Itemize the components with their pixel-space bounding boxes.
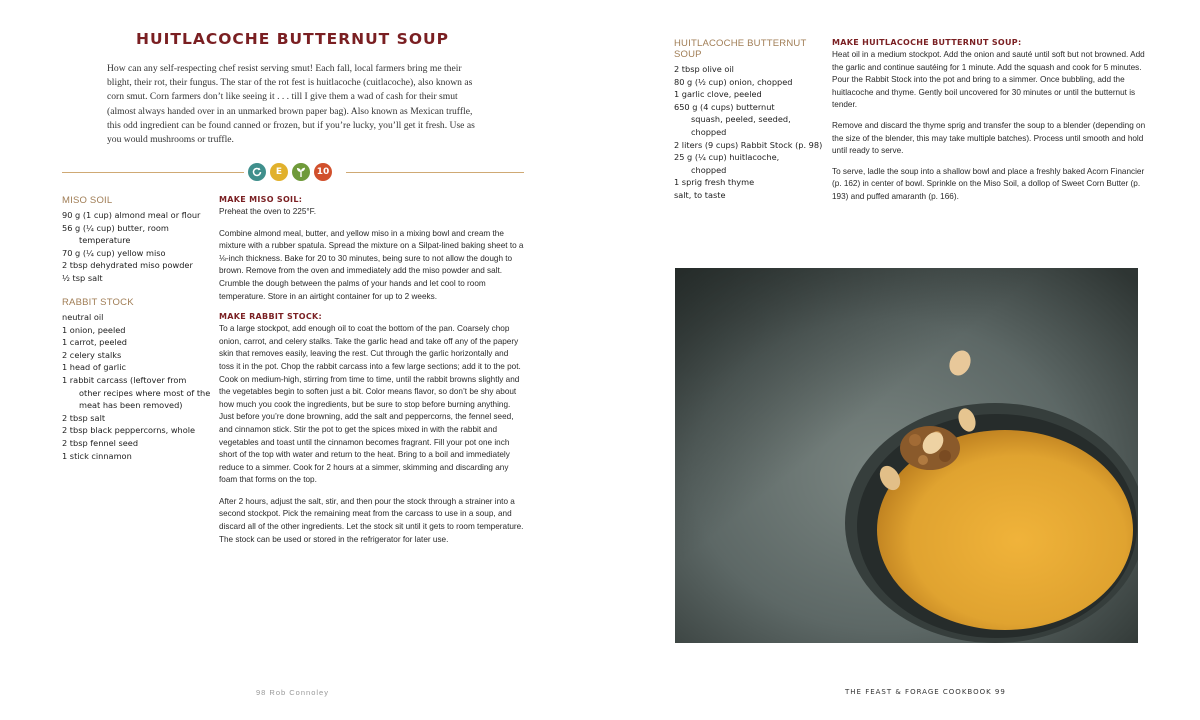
ten-badge-icon: 10 — [314, 163, 332, 181]
recipe-title: HUITLACOCHE BUTTERNUT SOUP — [136, 30, 449, 48]
ingredient-item — [674, 88, 824, 101]
ingredient-item — [674, 176, 824, 189]
ingredient-item — [62, 349, 212, 362]
ingredient-line: 90 g (1 cup) almond meal or flour — [62, 210, 201, 220]
ingredient-continuation: other recipes where most of the meat has been removed) — [79, 387, 211, 411]
ingredient-line: 70 g (¼ cup) yellow miso — [62, 247, 166, 258]
method-paragraph: Remove and discard the thyme sprig and transfer the soup to a blender (depending on the size of the blender, this may take multiple batches). Process until smooth and hold until ready to serve. — [832, 120, 1146, 156]
ingredient-item — [62, 412, 212, 425]
ingredient-line: 2 tbsp dehydrated miso powder — [62, 260, 193, 271]
ingredient-item — [674, 101, 824, 139]
ingredient-item — [62, 259, 212, 272]
ingredient-item — [674, 189, 824, 202]
ingredient-item — [674, 139, 824, 152]
ingredient-item — [62, 437, 212, 450]
ingredient-line: 2 tbsp salt — [62, 412, 106, 423]
ingredient-line: 56 g (¼ cup) butter, room — [62, 222, 169, 233]
soup-method-heading: MAKE HUITLACOCHE BUTTERNUT SOUP: — [832, 38, 1022, 47]
sprout-icon — [292, 163, 310, 181]
soup-bowl-illustration — [675, 268, 1138, 643]
soup-photo — [675, 268, 1138, 643]
method-paragraph: To a large stockpot, add enough oil to coat the bottom of the pan. Coarsely chop onion, carrot, and celery stalks. Take the garlic head and take off any of the papery skin that removes easily, leaving the rest. Cut through the garlic horizontally and toss it in the pot. Chop the rabbit carcass into a few large sections; add it to the pot. Cook on medium-high, stirring from time to time, until the rabbit browns slightly and the vegetables begin to soften just a bit. Color means flavor, so don’t be shy about how much you cook the ingredients, but be sure to stop before burning anything. Just before you’re done browning, add the salt and peppercorns, the fennel seed, and cinnamon stick. Stir the pot to get the spices mixed in with the rabbit and vegetables and toast until the cinnamon becomes fragrant. Fill your pot one inch short of the top with water and return to the heat. Bring to a boil and immediately reduce to a simmer. Cook for 2 hours at a simmer, skimming and discarding any foam that forms on the top. — [219, 324, 521, 485]
miso-soil-ingredients — [62, 195, 212, 285]
method-paragraph: Heat oil in a medium stockpot. Add the onion and sauté until soft but not browned. Add the garlic and continue sautéing for 1 minute. Add the squash and cook for 5 minutes. Pour the Rabbit Stock into the pot and bring to a simmer. Once bubbling, add the huitlacoche and thyme. Gently boil uncovered for 30 minutes or until the butternut is tender. — [832, 50, 1145, 110]
ingredient-line: 80 g (½ cup) onion, chopped — [674, 76, 793, 87]
ingredient-item — [62, 361, 212, 374]
ingredient-line: 25 g (¼ cup) huitlacoche, — [674, 152, 780, 163]
method-paragraph: After 2 hours, adjust the salt, stir, and then pour the stock through a strainer into a second stockpot. Pick the remaining meat from the carcass to use in a soup, and discard all of the other ingredients. Let the stock sit until it gets to room temperature. The stock can be used or stored in the refrigerator for later use. — [219, 496, 524, 544]
ingredient-line: 650 g (4 cups) butternut — [674, 101, 775, 112]
ingredient-list — [674, 63, 824, 202]
ingredient-line: 1 stick cinnamon — [62, 450, 132, 461]
rabbit-stock-ingredients — [62, 297, 212, 462]
ingredient-line: 1 rabbit carcass (leftover from — [62, 374, 187, 385]
ingredient-item — [62, 247, 212, 260]
ingredient-item — [674, 76, 824, 89]
ingredient-line: 1 head of garlic — [62, 362, 126, 373]
miso-soil-heading: MISO SOIL — [62, 195, 113, 206]
method-paragraph: To serve, ladle the soup into a shallow bowl and place a freshly baked Acorn Financier (p. 162) in center of bowl. Sprinkle on the Miso Soil, a dollop of Sweet Corn Butter (p. 193) and puffed amaranth (p. 166). — [832, 166, 1145, 201]
soup-ingredients — [674, 38, 824, 202]
divider-left — [62, 172, 244, 173]
ingredient-list — [62, 209, 212, 285]
soup-heading: HUITLACOCHE BUTTERNUT SOUP — [674, 38, 807, 60]
ingredient-line: 1 sprig fresh thyme — [674, 177, 755, 188]
right-page — [600, 0, 1200, 720]
ingredient-item — [62, 222, 212, 247]
ingredient-continuation: squash, peeled, seeded, chopped — [691, 114, 791, 137]
circular-arrow-icon — [248, 163, 266, 181]
ingredient-item — [62, 374, 212, 412]
page-footer-left: 98 Rob Connoley — [256, 688, 329, 697]
ingredient-item — [62, 272, 212, 285]
rabbit-stock-heading: RABBIT STOCK — [62, 297, 134, 308]
method-column — [219, 195, 524, 555]
ingredient-item — [62, 336, 212, 349]
soup-method-column — [832, 38, 1150, 212]
dietary-icons — [248, 163, 332, 181]
rabbit-method-heading: MAKE RABBIT STOCK: — [219, 312, 323, 322]
ingredient-item — [62, 424, 212, 437]
ingredient-item — [62, 311, 212, 324]
ingredient-line: 2 tbsp olive oil — [674, 64, 734, 74]
recipe-intro: How can any self-respecting chef resist serving smut! Each fall, local farmers bring me their blight, their rot, their fungus. The star of the rot fest is huitlacoche (cuitlacoche), also known as corn smut. Corn farmers don’t like seeing it . . . till I give them a wad of cash for their smut (almost always handed over in an unmarked brown paper bag). Also known as Mexican truffle, this odd ingredient can be found canned or frozen, but if you’re lucky, you’ll get it fresh. Use as you would mushrooms or truffle. — [107, 63, 475, 146]
ingredient-line: ½ tsp salt — [62, 272, 103, 283]
ingredient-line: 1 carrot, peeled — [62, 337, 127, 348]
ingredient-item — [674, 151, 824, 176]
ingredient-line: 1 garlic clove, peeled — [674, 89, 762, 100]
ingredient-item — [62, 209, 212, 222]
page-footer-right: THE FEAST & FORAGE COOKBOOK 99 — [845, 688, 1006, 696]
ingredient-line: neutral oil — [62, 312, 104, 322]
ingredient-item — [62, 450, 212, 463]
method-paragraph: Preheat the oven to 225°F. — [219, 207, 317, 216]
ingredient-list — [62, 311, 212, 462]
ingredient-item — [674, 63, 824, 76]
miso-method-heading: MAKE MISO SOIL: — [219, 195, 303, 204]
e-badge-icon: E — [270, 163, 288, 181]
ingredient-item — [62, 324, 212, 337]
method-paragraph: Combine almond meal, butter, and yellow miso in a mixing bowl and cream the mixture with a rubber spatula. Spread the mixture on a Silpat-lined baking sheet to a ⅛-inch thickness. Bake for 20 to 30 minutes, being sure to not allow the dough to brown. Remove from the oven and immediately add the miso powder and salt. Crumble the dough between the palms of your hands and let cool to room temperature. Store in an airtight container for up to 2 weeks. — [219, 228, 524, 301]
ingredient-line: 2 tbsp fennel seed — [62, 437, 139, 448]
ingredient-line: 2 celery stalks — [62, 349, 122, 360]
ingredient-line: salt, to taste — [674, 189, 726, 200]
ingredient-line: 2 liters (9 cups) Rabbit Stock (p. 98) — [674, 139, 823, 150]
divider-right — [346, 172, 524, 173]
ingredient-line: 2 tbsp black peppercorns, whole — [62, 425, 196, 436]
ingredient-line: 1 onion, peeled — [62, 324, 126, 335]
ingredient-continuation: temperature — [79, 235, 131, 246]
ingredient-continuation: chopped — [691, 164, 727, 175]
